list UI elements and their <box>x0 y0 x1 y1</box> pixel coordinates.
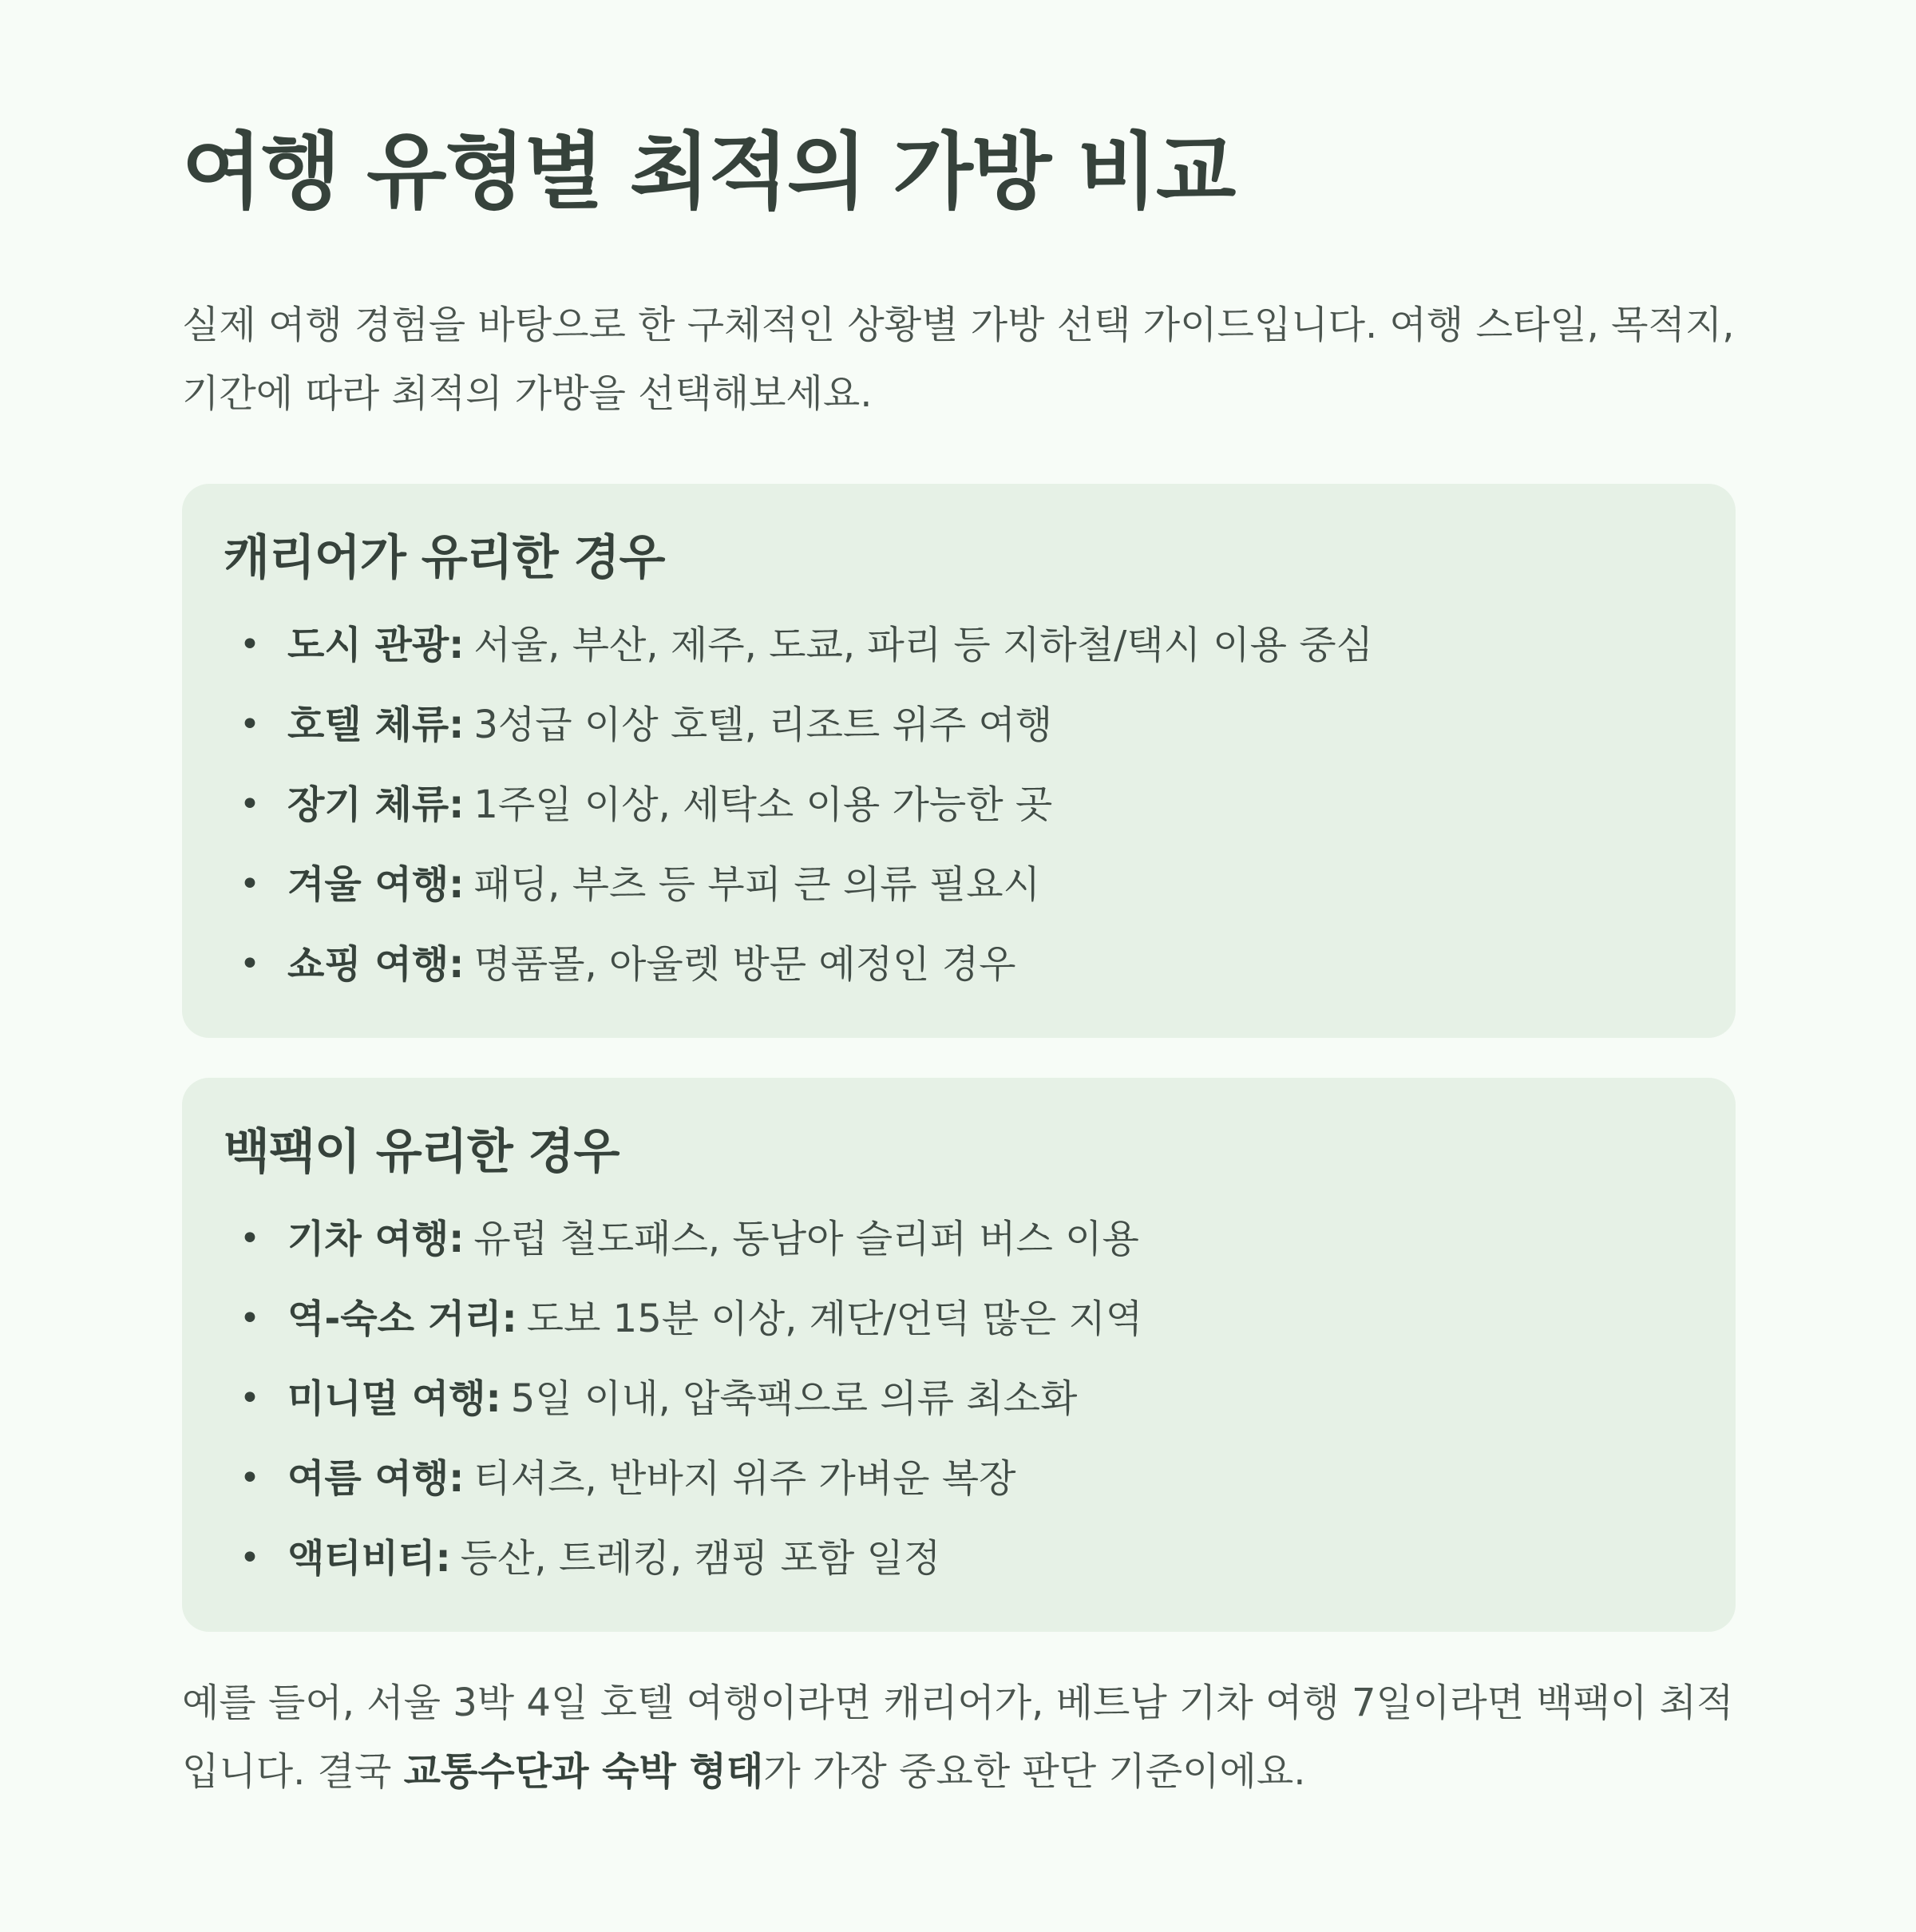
list-item <box>224 765 1694 845</box>
closing-emphasis: 교통수단과 숙박 형태 <box>403 1749 764 1794</box>
closing-text-after: 가 가장 중요한 판단 기준이에요. <box>763 1749 1306 1794</box>
item-label: 겨울 여행: <box>287 862 465 907</box>
item-label: 쇼핑 여행: <box>287 942 465 987</box>
card-heading: 백팩이 유리한 경우 <box>224 1124 620 1180</box>
item-text: 유럽 철도패스, 동남아 슬리퍼 버스 이용 <box>473 1217 1139 1261</box>
item-label: 액티비티: <box>287 1536 451 1581</box>
item-text: 패딩, 부츠 등 부피 큰 의류 필요시 <box>473 862 1040 907</box>
item-text: 5일 이내, 압축팩으로 의류 최소화 <box>510 1376 1078 1421</box>
list-item <box>224 605 1694 685</box>
list-item <box>224 845 1694 924</box>
list-item <box>224 1359 1694 1439</box>
item-text: 도보 15분 이상, 계단/언덕 많은 지역 <box>526 1297 1143 1341</box>
item-text: 티셔츠, 반바지 위주 가벼운 복장 <box>473 1456 1016 1501</box>
item-label: 도시 관광: <box>287 623 465 667</box>
item-label: 장기 체류: <box>287 782 465 827</box>
closing-text-before: 예를 들어, 서울 3박 4일 호텔 여행이라면 캐리어가, 베트남 기차 여행 7일이라면 백팩이 최적입니다. 결국 <box>182 1681 1734 1794</box>
item-text: 등산, 트레킹, 캠핑 포함 일정 <box>460 1536 941 1581</box>
bullet-icon: • <box>240 1298 260 1339</box>
closing-paragraph <box>182 1669 1747 1806</box>
list-item <box>224 1439 1694 1518</box>
bullet-icon: • <box>240 624 260 665</box>
item-label: 미니멀 여행: <box>287 1376 501 1421</box>
bullet-icon: • <box>240 1538 260 1578</box>
backpack-advantage-card <box>182 1078 1736 1632</box>
backpack-advantage-list <box>224 1199 1694 1598</box>
bullet-icon: • <box>240 1218 260 1259</box>
list-item <box>224 685 1694 765</box>
item-label: 여름 여행: <box>287 1456 465 1501</box>
item-label: 기차 여행: <box>287 1217 465 1261</box>
list-item <box>224 1279 1694 1359</box>
bullet-icon: • <box>240 1458 260 1498</box>
item-label: 역-숙소 거리: <box>287 1297 517 1341</box>
intro-paragraph: 실제 여행 경험을 바탕으로 한 구체적인 상황별 가방 선택 가이드입니다. 여행 스타일, 목적지, 기간에 따라 최적의 가방을 선택해보세요. <box>182 303 1735 416</box>
item-text: 명품몰, 아울렛 방문 예정인 경우 <box>473 942 1016 987</box>
item-text: 1주일 이상, 세탁소 이용 가능한 곳 <box>473 782 1053 827</box>
list-item <box>224 1199 1694 1279</box>
item-label: 호텔 체류: <box>287 703 465 747</box>
carrier-advantage-list <box>224 605 1694 1004</box>
bullet-icon: • <box>240 704 260 745</box>
bullet-icon: • <box>240 944 260 984</box>
bullet-icon: • <box>240 864 260 905</box>
item-text: 3성급 이상 호텔, 리조트 위주 여행 <box>473 703 1053 747</box>
item-text: 서울, 부산, 제주, 도쿄, 파리 등 지하철/택시 이용 중심 <box>473 623 1374 667</box>
carrier-advantage-card <box>182 484 1736 1038</box>
page-title: 여행 유형별 최적의 가방 비교 <box>182 123 1235 220</box>
card-heading: 캐리어가 유리한 경우 <box>224 530 665 586</box>
list-item <box>224 1518 1694 1598</box>
list-item <box>224 924 1694 1004</box>
bullet-icon: • <box>240 784 260 825</box>
bullet-icon: • <box>240 1378 260 1419</box>
